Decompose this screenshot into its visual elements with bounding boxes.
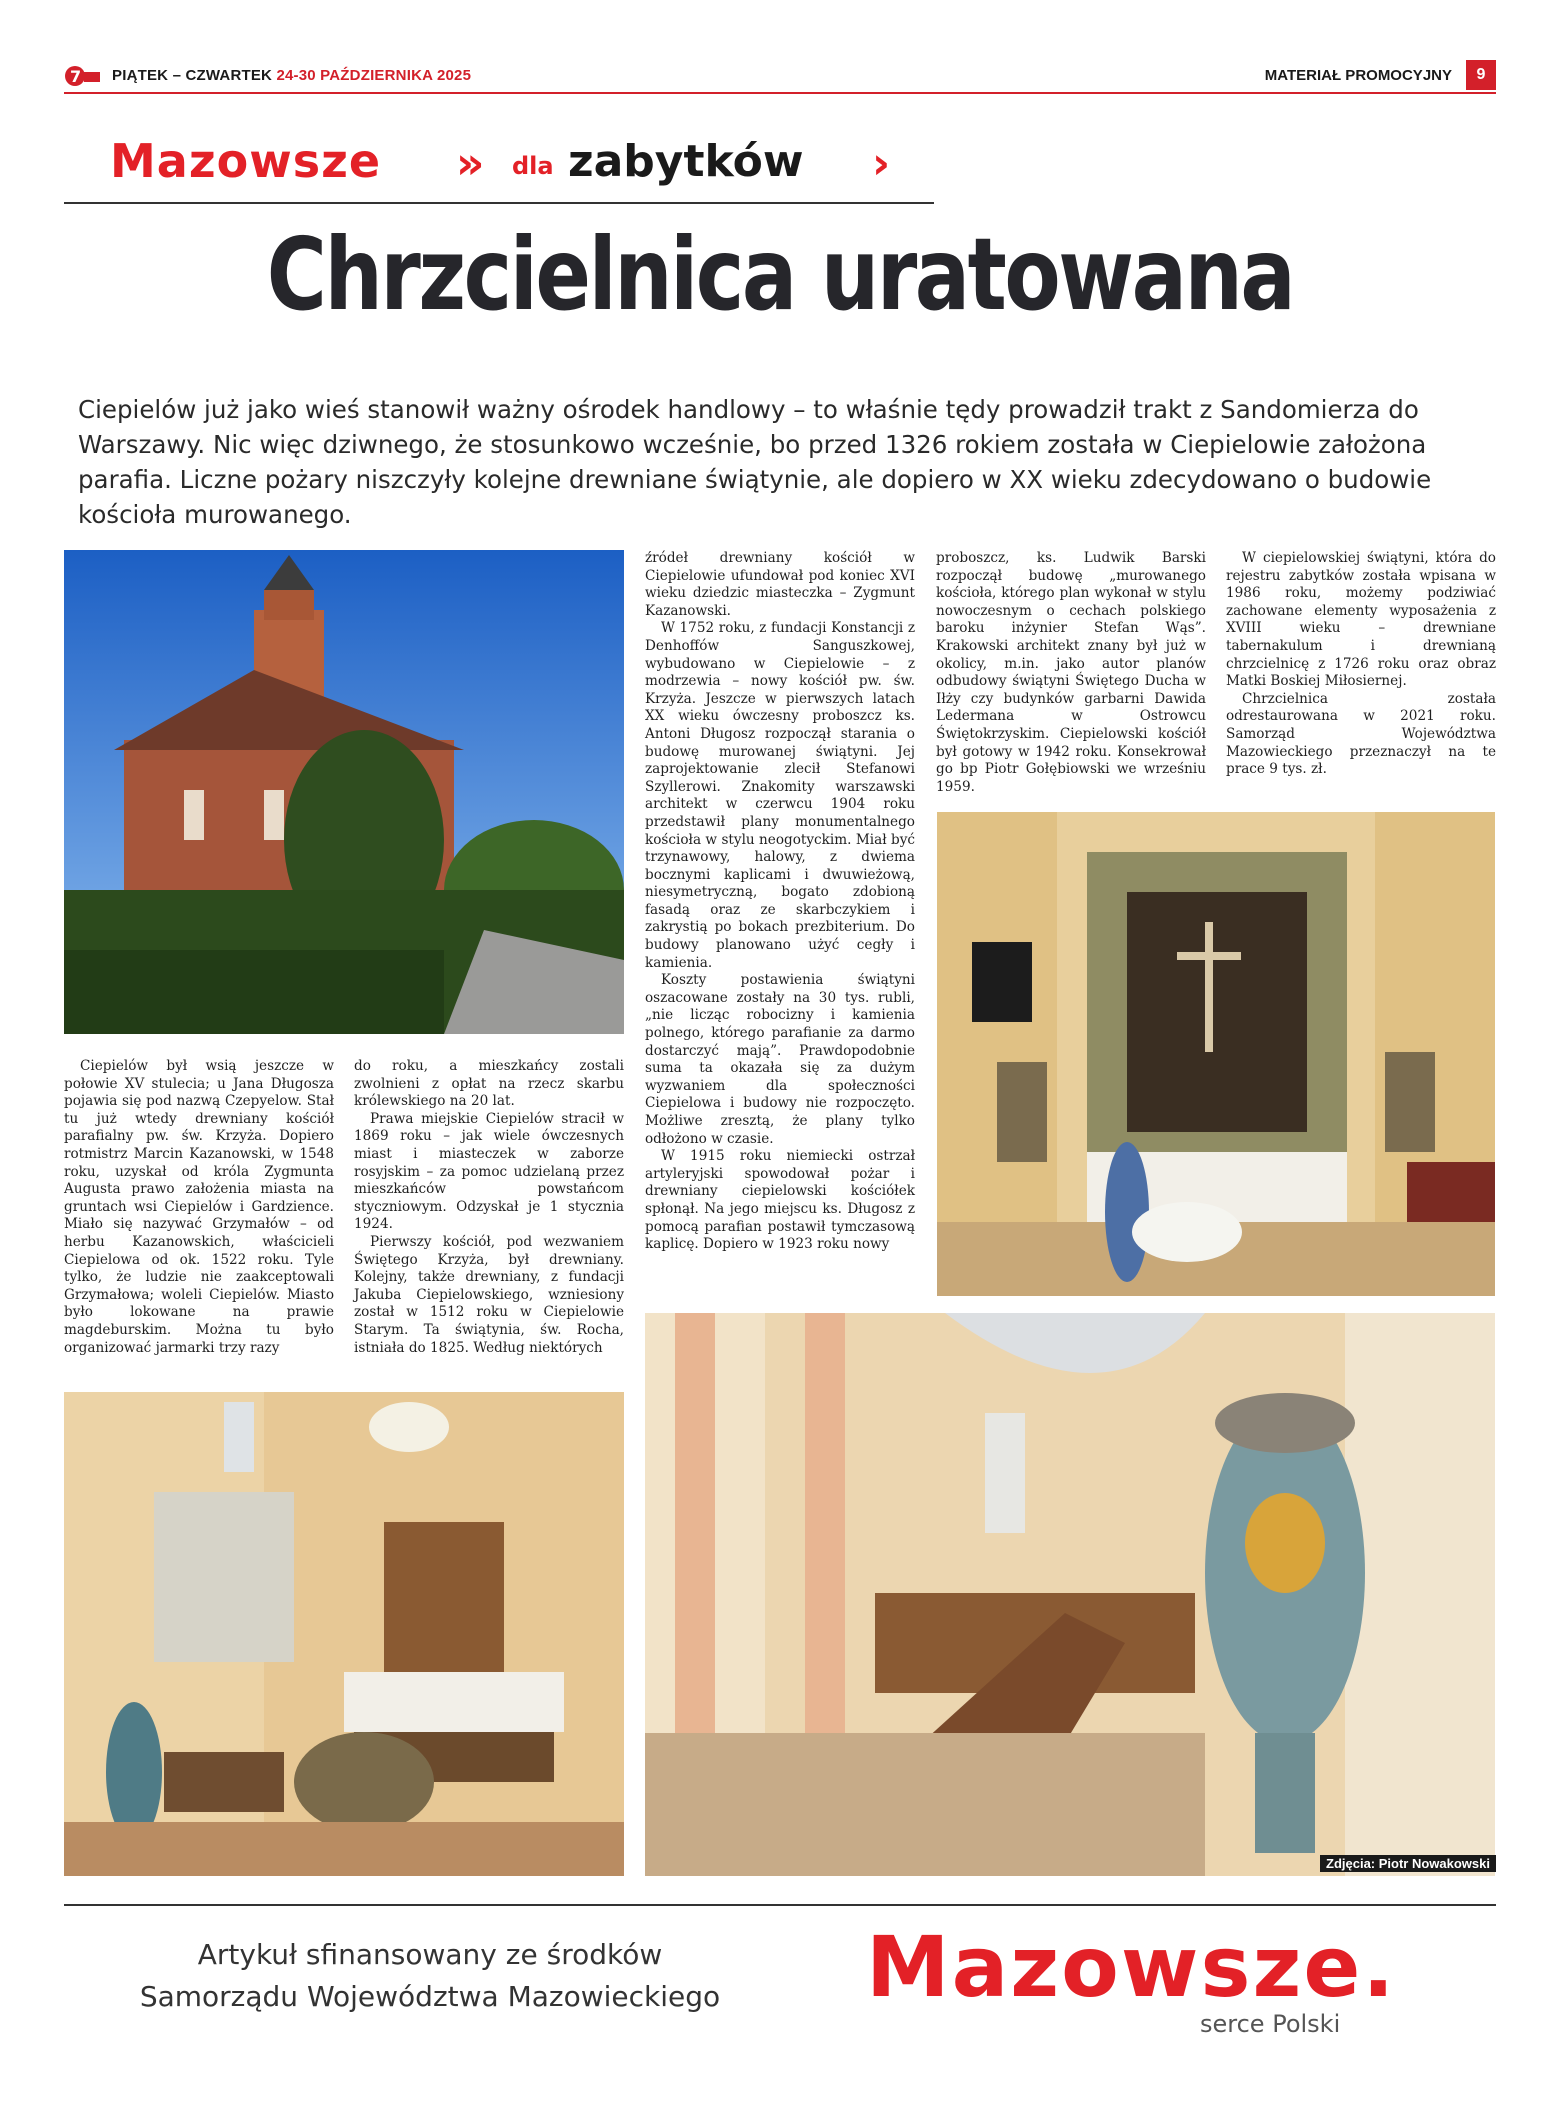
mazowsze-logo: Mazowsze. [866, 1918, 1397, 2016]
funding-line-2: Samorządu Województwa Mazowieckiego [139, 1980, 721, 2013]
paragraph: W ciepielowskiej świątyni, która do rejestru zabytków została wpisana w 1986 roku, możemy podziwiać zachowane elementy wyposażenia z XVIII wieku – drewniane tabernakulum i drewnianą chrzcielnicę z 1726 roku oraz obraz Matki Boskiej Miłosiernej. [1226, 550, 1496, 690]
paragraph: źródeł drewniany kościół w Ciepielowie ufundował pod koniec XVI wieku dziedzic miasteczka – Zygmunt Kazanowski. [645, 550, 915, 619]
photo-credit: Zdjęcia: Piotr Nowakowski [1320, 1855, 1496, 1872]
date-prefix: PIĄTEK – CZWARTEK [112, 67, 273, 84]
footer-divider [64, 1904, 1496, 1906]
page-number: 9 [1466, 60, 1496, 90]
paragraph: Ciepielów był wsią jeszcze w połowie XV stulecia; u Jana Długosza pojawia się pod nazwą Czepyelow. Stał tu już wtedy drewniany kościół parafialny pw. św. Krzyża. Dopiero rotmistrz Marcin Kazanowski, w 1548 roku, uzyskał od króla Zygmunta Augusta prawo założenia miasta na gruntach wsi Ciepielów i Gardzience. Miało się nazywać Grzymałów – od herbu Kazanowskich, właścicieli Ciepielowa od ok. 1522 roku. Tyle tylko, że ludzie nie zaakceptowali Grzymałowa; woleli Ciepielów. Miasto było lokowane na prawie magdeburskim. Można tu było organizować jarmarki trzy razy [64, 1058, 334, 1356]
section-title: zabytków [568, 136, 804, 187]
side-chapel-photo [64, 1392, 624, 1876]
paragraph: Prawa miejskie Ciepielów stracił w 1869 roku – jak wiele ówczesnych miast i miasteczek w zaborze rosyjskim – za pomoc udzielaną przez mieszkańców powstańcom styczniowym. Odzyskał je 1 stycznia 1924. [354, 1110, 624, 1233]
funding-note [100, 1934, 760, 2018]
date-range: 24-30 PAŹDZIERNIKA 2025 [276, 67, 472, 84]
article-column-3 [645, 550, 915, 1254]
paragraph: do roku, a mieszkańcy zostali zwolnieni z opłat na rzecz skarbu królewskiego na 20 lat. [354, 1058, 624, 1110]
altar-interior-photo [937, 812, 1495, 1296]
article-column-4 [936, 550, 1206, 796]
section-brand: Mazowsze [110, 134, 382, 188]
promo-label: MATERIAŁ PROMOCYJNY [1264, 67, 1452, 84]
funding-line-1: Artykuł sfinansowany ze środków [197, 1938, 663, 1971]
article-column-2 [354, 1058, 624, 1357]
page-header [64, 62, 1496, 94]
article-column-1 [64, 1058, 334, 1357]
paragraph: W 1752 roku, z fundacji Konstancji z Denhoffów Sanguszkowej, wybudowano w Ciepielowie – z modrzewia – nowy kościół pw. św. Krzyża. Jeszcze w pierwszych latach XX wieku ówczesny proboszcz ks. Antoni Długosz rozpoczął starania o budowę murowanej świątyni. Jej zaprojektowanie zlecił Stefanowi Szyllerowi. Znakomity warszawski architekt w czerwcu 1904 roku przedstawił plany monumentalnego kościoła w stylu neogotyckim. Miał być trzynawowy, halowy, z dwiema bocznymi kaplicami i dwuwieżową, niesymetryczną, bogato zdobioną fasadą oraz ze skarbczykiem i zakrystią po bokach prezbiterium. Do budowy planowano użyć cegły i kamienia. [645, 620, 915, 971]
paragraph: W 1915 roku niemiecki ostrzał artyleryjski spowodował pożar i drewniany ciepielowski kościółek spłonął. Na jego miejscu ks. Długosz z pomocą parafian postawił tymczasową kaplicę. Dopiero w 1923 roku nowy [645, 1148, 915, 1253]
paragraph: Chrzcielnica została odrestaurowana w 2021 roku. Samorząd Województwa Mazowieckiego przeznaczył na te prace 9 tys. zł. [1226, 690, 1496, 778]
chevron-right-icon: › [872, 138, 891, 189]
article-lead: Ciepielów już jako wieś stanowił ważny ośrodek handlowy – to właśnie tędy prowadził trakt z Sandomierza do Warszawy. Nic więc dziwnego, że stosunkowo wcześnie, bo przed 1326 rokiem została w Ciepielowie założona parafia. Liczne pożary niszczyły kolejne drewniane świątynie, ale dopiero w XX wieku zdecydowano o budowie kościoła murowanego. [78, 395, 1432, 529]
double-chevron-icon: » [456, 138, 485, 189]
paragraph: proboszcz, ks. Ludwik Barski rozpoczął budowę „murowanego kościoła, którego plan wykonał w stylu nowoczesnym o cechach polskiego baroku inżynier Stefan Wąs”. Krakowski architekt znany był już w okolicy, m.in. jako autor planów odbudowy świątyni Świętego Ducha w Iłży czy budynków garbarni Dawida Ledermana w Ostrowcu Świętokrzyskim. Ciepielowski kościół był gotowy w 1942 roku. Konsekrował go bp Piotr Gołębiowski we wrześniu 1959. [936, 550, 1206, 795]
section-connector: dla [512, 152, 554, 180]
svg-text:7: 7 [70, 67, 82, 86]
article-headline: Chrzcielnica uratowana [266, 216, 1294, 333]
newspaper-logo-icon [64, 64, 102, 88]
issue-dateline [112, 67, 471, 84]
article-column-5 [1226, 550, 1496, 779]
paragraph: Pierwszy kościół, pod wezwaniem Świętego Krzyża, był drewniany. Kolejny, także drewniany, z fundacji Jakuba Ciepielowskiego, wzniesiony został w 1512 roku w Ciepielowie Starym. Ta świątynia, św. Rocha, istniała do 1825. Według niektórych [354, 1233, 624, 1356]
logo-tagline: serce Polski [1200, 2010, 1341, 2038]
section-header [64, 128, 934, 204]
nave-font-photo [645, 1313, 1495, 1876]
paragraph: Koszty postawienia świątyni oszacowane zostały na 30 tys. rubli, „nie licząc robocizny i kamienia polnego, którego parafianie za darmo dostarczyć mają”. Prawdopodobnie suma ta okazała się za dużym wyzwaniem dla społeczności Ciepielowa i budowy nie rozpoczęto. Możliwe zresztą, że plany tylko odłożono w czasie. [645, 972, 915, 1147]
church-exterior-photo [64, 550, 624, 1034]
